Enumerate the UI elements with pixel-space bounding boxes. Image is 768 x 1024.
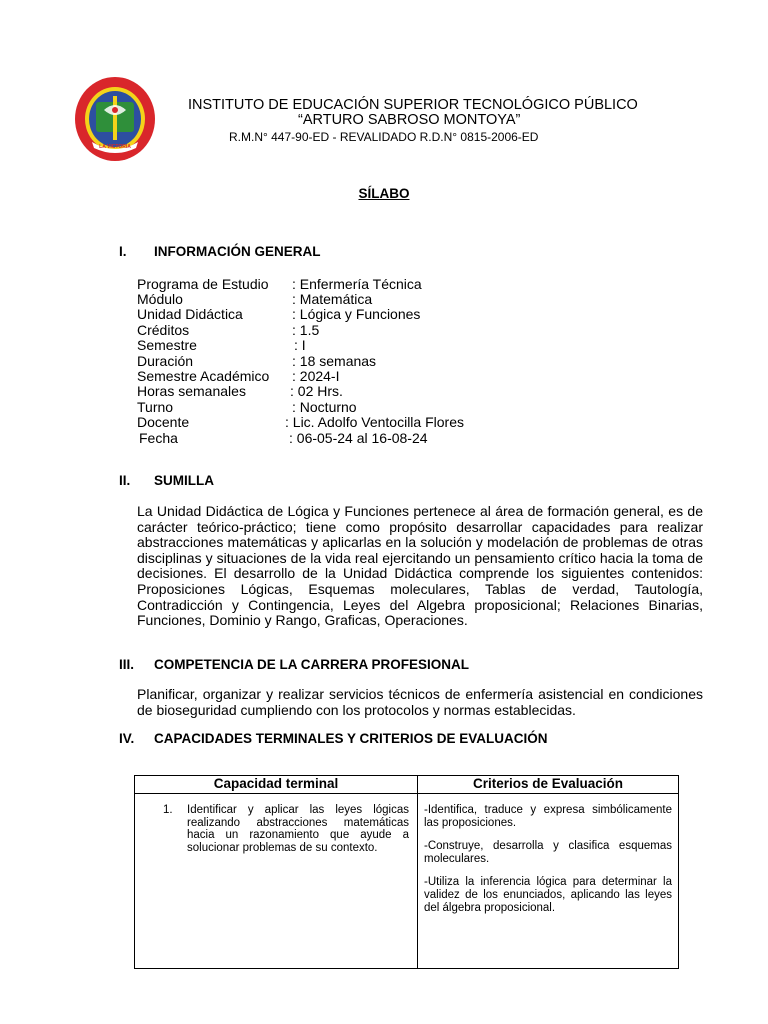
info-label: Fecha [139, 430, 178, 446]
info-value: : Enfermería Técnica [292, 276, 422, 292]
institute-logo [74, 76, 156, 162]
info-label: Créditos [137, 322, 190, 338]
info-label: Semestre Académico [137, 368, 270, 384]
sumilla-text: La Unidad Didáctica de Lógica y Funciones pertenece al área de formación general, es de carácter teórico-práctico; tiene como propósito desarrollar capacidades para realizar abstracciones matemáticas y aplicarlas en la solución y modelación de problemas de otras disciplinas y situaciones de la vida real ejercitando un pensamiento crítico hacia la toma de decisiones. El desarrollo de la Unidad Didáctica comprende los siguientes contenidos: Proposiciones Lógicas, Esquemas moleculares, Tablas de verdad, Tautología, Contradicción y Contingencia, Leyes del Algebra proposicional; Relaciones Binarias, Funciones, Dominio y Rango, Graficas, Operaciones. [137, 503, 703, 629]
criterion-item: -Identifica, traduce y expresa simbólicamente las proposiciones. [424, 804, 672, 829]
section-4-heading: IV. CAPACIDADES TERMINALES Y CRITERIOS DE EVALUACIÓN [119, 731, 548, 746]
info-label: Programa de Estudio [137, 276, 269, 292]
info-value: : 18 semanas [292, 353, 377, 369]
info-label: Horas semanales [137, 383, 246, 399]
document-title: SÍLABO [358, 186, 410, 201]
capacity-text: Identificar y aplicar las leyes lógicas realizando abstracciones matemáticas hacia un razonamiento que ayude a solucionar problemas de su contexto. [187, 804, 409, 854]
resolution-line: R.M.N° 447-90-ED - REVALIDADO R.D.N° 0815-2006-ED [229, 130, 539, 144]
criterion-item: -Construye, desarrolla y clasifica esquemas moleculares. [424, 840, 672, 865]
info-value: : 02 Hrs. [290, 383, 343, 399]
section-2-heading: II. SUMILLA [119, 473, 214, 488]
info-label: Turno [137, 399, 174, 415]
criteria-cell [418, 794, 679, 969]
section-1-heading: I. INFORMACIÓN GENERAL [119, 244, 321, 259]
info-value: : Lic. Adolfo Ventocilla Flores [285, 414, 464, 430]
info-value: : Nocturno [292, 399, 357, 415]
info-label: Módulo [137, 291, 183, 307]
info-label: Semestre [137, 337, 197, 353]
capacity-cell [135, 794, 418, 969]
capacity-number: 1. [163, 804, 173, 816]
table-header: Criterios de Evaluación [418, 776, 679, 794]
competencia-text: Planificar, organizar y realizar servicios técnicos de enfermería asistencial en condiciones de bioseguridad cumpliendo con los protocolos y normas establecidas. [137, 686, 703, 718]
info-label: Unidad Didáctica [137, 306, 243, 322]
info-value: : Matemática [292, 291, 373, 307]
info-value: : 06-05-24 al 16-08-24 [289, 430, 428, 446]
criterion-item: -Utiliza la inferencia lógica para determinar la validez de los enunciados, aplicando las leyes del álgebra proposicional. [424, 876, 672, 914]
info-value: : 2024-I [292, 368, 340, 384]
info-label: Duración [137, 353, 194, 369]
table-header: Capacidad terminal [135, 776, 418, 794]
info-value: : 1.5 [292, 322, 320, 338]
institution-name: INSTITUTO DE EDUCACIÓN SUPERIOR TECNOLÓGICO PÚBLICO [188, 97, 638, 113]
institution-title: “ARTURO SABROSO MONTOYA” [298, 112, 521, 128]
info-label: Docente [137, 414, 190, 430]
info-value: : Lógica y Funciones [292, 306, 421, 322]
info-value: : I [294, 337, 306, 353]
table-row [135, 794, 679, 969]
capacities-table [134, 775, 679, 969]
section-3-heading: III. COMPETENCIA DE LA CARRERA PROFESIONAL [119, 657, 470, 672]
svg-text:LA VICTORIA: LA VICTORIA [99, 144, 131, 150]
